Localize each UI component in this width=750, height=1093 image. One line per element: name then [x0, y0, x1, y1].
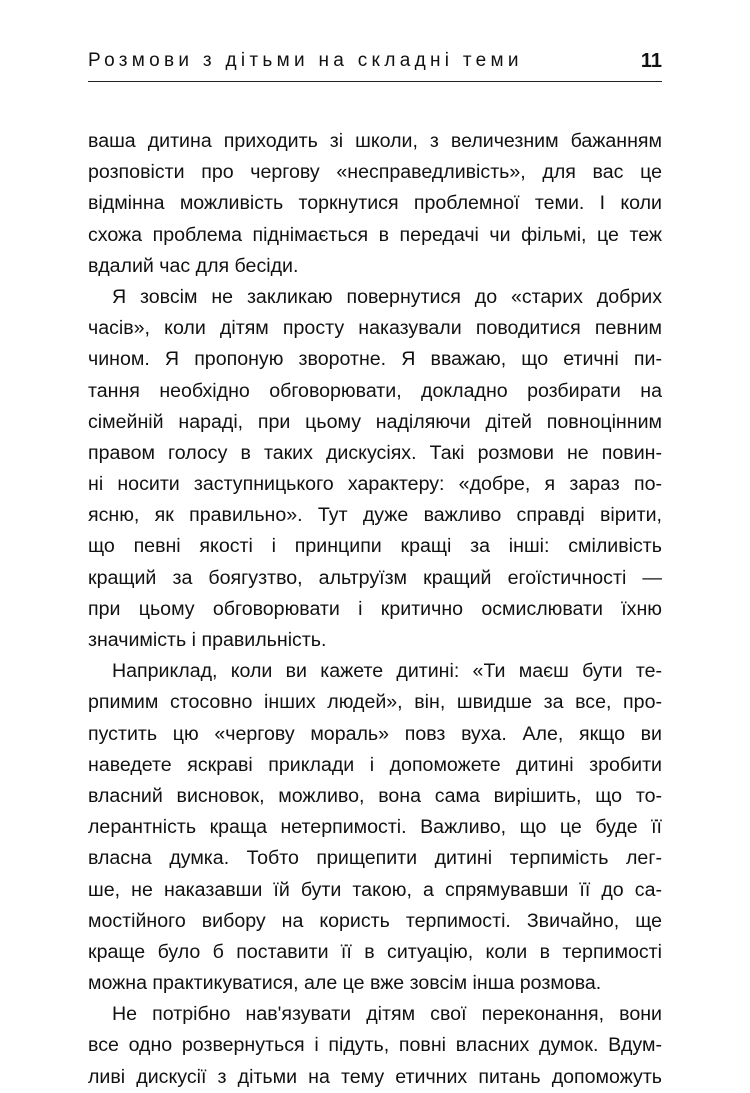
text-line: власна думка. Тобто прищепити дитині терпимість лег- — [88, 847, 662, 870]
text-line: Не потрібно нав'язувати дітям свої переконання, вони — [112, 1003, 662, 1026]
page-number: 11 — [640, 50, 662, 72]
text-line: відмінна можливість торкнутися проблемної теми. І коли — [88, 192, 662, 215]
text-line: при цьому обговорювати і критично осмислювати їхню — [88, 597, 662, 620]
text-line: лерантність краща нетерпимості. Важливо, що це буде її — [88, 816, 662, 839]
text-line: Наприклад, коли ви кажете дитині: «Ти маєш бути те- — [112, 660, 662, 683]
text-line: власний висновок, можливо, вона сама вирішить, що то- — [88, 784, 662, 807]
running-title: Розмови з дітьми на складні теми — [88, 50, 523, 71]
text-line: наведете яскраві приклади і допоможете дитині зробити — [88, 753, 662, 776]
text-line: ваша дитина приходить зі школи, з величезним бажанням — [88, 130, 662, 152]
running-header — [88, 48, 662, 78]
paragraph — [88, 999, 662, 1093]
text-line: пустить цю «чергову мораль» повз вуха. Але, якщо ви — [88, 722, 662, 745]
text-line: вдалий час для бесіди. — [88, 254, 299, 277]
header-rule — [88, 81, 662, 82]
paragraph — [88, 656, 662, 999]
text-line: значимість і правильність. — [88, 629, 327, 651]
text-line: часів», коли дітям просту наказували поводитися певним — [88, 317, 662, 340]
text-line: Я зовсім не закликаю повернутися до «старих добрих — [112, 285, 662, 308]
text-line: схожа проблема піднімається в передачі чи фільмі, це теж — [88, 223, 662, 246]
paragraph — [88, 282, 662, 656]
text-line: рпимим стосовно інших людей», він, швидше за все, про- — [88, 691, 662, 714]
text-line: краще було б поставити її в ситуацію, коли в терпимості — [88, 940, 662, 963]
text-line: можна практикуватися, але це вже зовсім інша розмова. — [88, 972, 602, 995]
text-line: мостійного вибору на користь терпимості. Звичайно, ще — [88, 909, 662, 932]
text-line: що певні якості і принципи кращі за інші: сміливість — [88, 535, 662, 558]
text-line: все одно розвернуться і підуть, повні власних думок. Вдум- — [88, 1034, 662, 1057]
text-line: тання необхідно обговорювати, докладно розбирати на — [88, 379, 662, 402]
text-line: ливі дискусії з дітьми на тему етичних питань допоможуть — [88, 1065, 662, 1088]
text-line: розповісти про чергову «несправедливість», для вас це — [88, 161, 662, 184]
text-line: ше, не наказавши їй бути такою, а спрямувавши її до са- — [88, 878, 662, 901]
text-line: ні носити заступницького характеру: «добре, я зараз по- — [88, 473, 662, 496]
text-line: ясню, як правильно». Тут дуже важливо справді вірити, — [88, 504, 662, 527]
body-text — [88, 126, 662, 1093]
text-line: кращий за боягузтво, альтруїзм кращий егоїстичності — — [88, 566, 662, 589]
text-line: правом голосу в таких дискусіях. Такі розмови не повин- — [88, 441, 662, 464]
text-line: сімейній нараді, при цьому наділяючи дітей повноцінним — [88, 410, 662, 433]
paragraph — [88, 126, 662, 282]
text-line: чином. Я пропоную зворотне. Я вважаю, що етичні пи- — [88, 348, 662, 371]
